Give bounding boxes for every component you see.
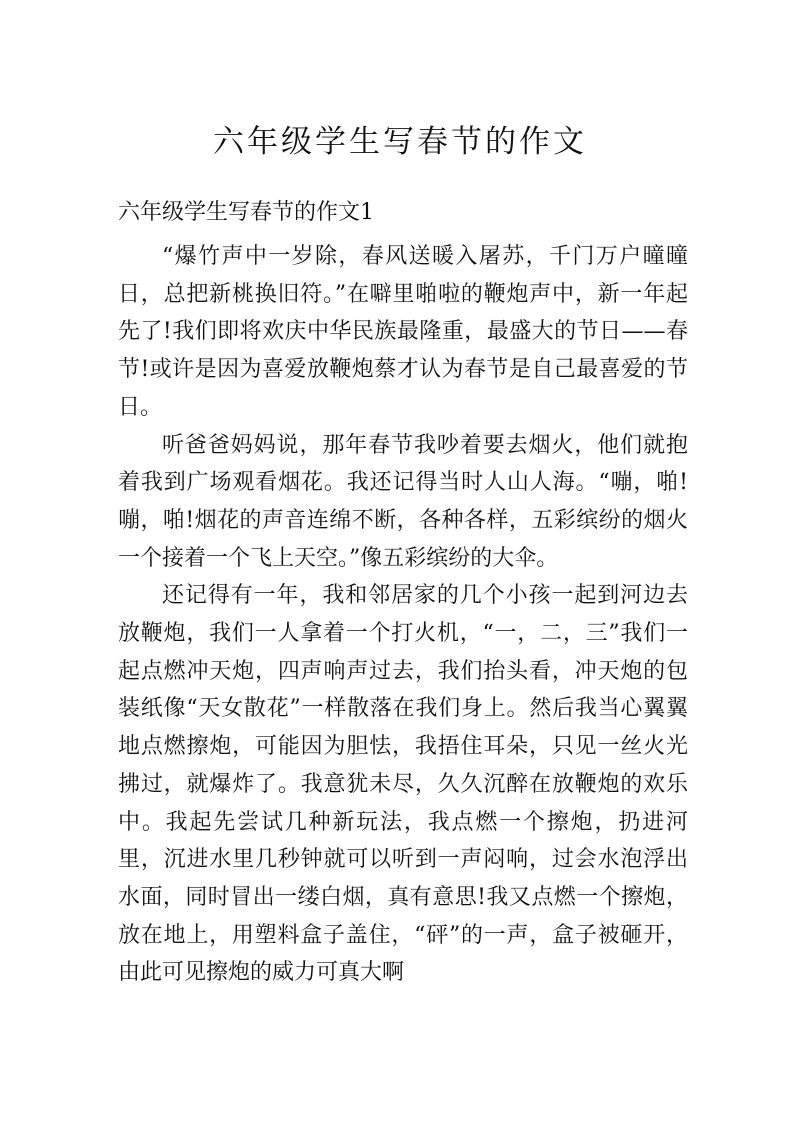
section-heading: 六年级学生写春节的作文1 [118,200,374,225]
article-body [118,238,688,992]
paragraph: 还记得有一年，我和邻居家的几个小孩一起到河边去放鞭炮，我们一人拿着一个打火机，“一，二，三”我们一起点燃冲天炮，四声响声过去，我们抬头看，冲天炮的包装纸像“天女散花”一样散落在我们身上。然后我当心翼翼地点燃擦炮，可能因为胆怯，我捂住耳朵，只见一丝火光拂过，就爆炸了。我意犹未尽，久久沉醉在放鞭炮的欢乐中。我起先尝试几种新玩法，我点燃一个擦炮，扔进河里，沉进水里几秒钟就可以听到一声闷响，过会水泡浮出水面，同时冒出一缕白烟，真有意思!我又点燃一个擦炮，放在地上，用塑料盒子盖住，“砰”的一声，盒子被砸开，由此可见擦炮的威力可真大啊 [118,583,688,986]
paragraph: “爆竹声中一岁除，春风送暖入屠苏，千门万户曈曈日，总把新桃换旧符。”在噼里啪啦的鞭炮声中，新一年起先了!我们即将欢庆中华民族最隆重，最盛大的节日——春节!或许是因为喜爱放鞭炮蔡才认为春节是自己最喜爱的节日。 [118,244,688,420]
paragraph: 听爸爸妈妈说，那年春节我吵着要去烟火，他们就抱着我到广场观看烟花。我还记得当时人山人海。“嘣，啪!嘣，啪!烟花的声音连绵不断，各种各样，五彩缤纷的烟火一个接着一个飞上天空。”像五彩缤纷的大伞。 [118,432,688,571]
page-title: 六年级学生写春节的作文 [213,124,587,160]
